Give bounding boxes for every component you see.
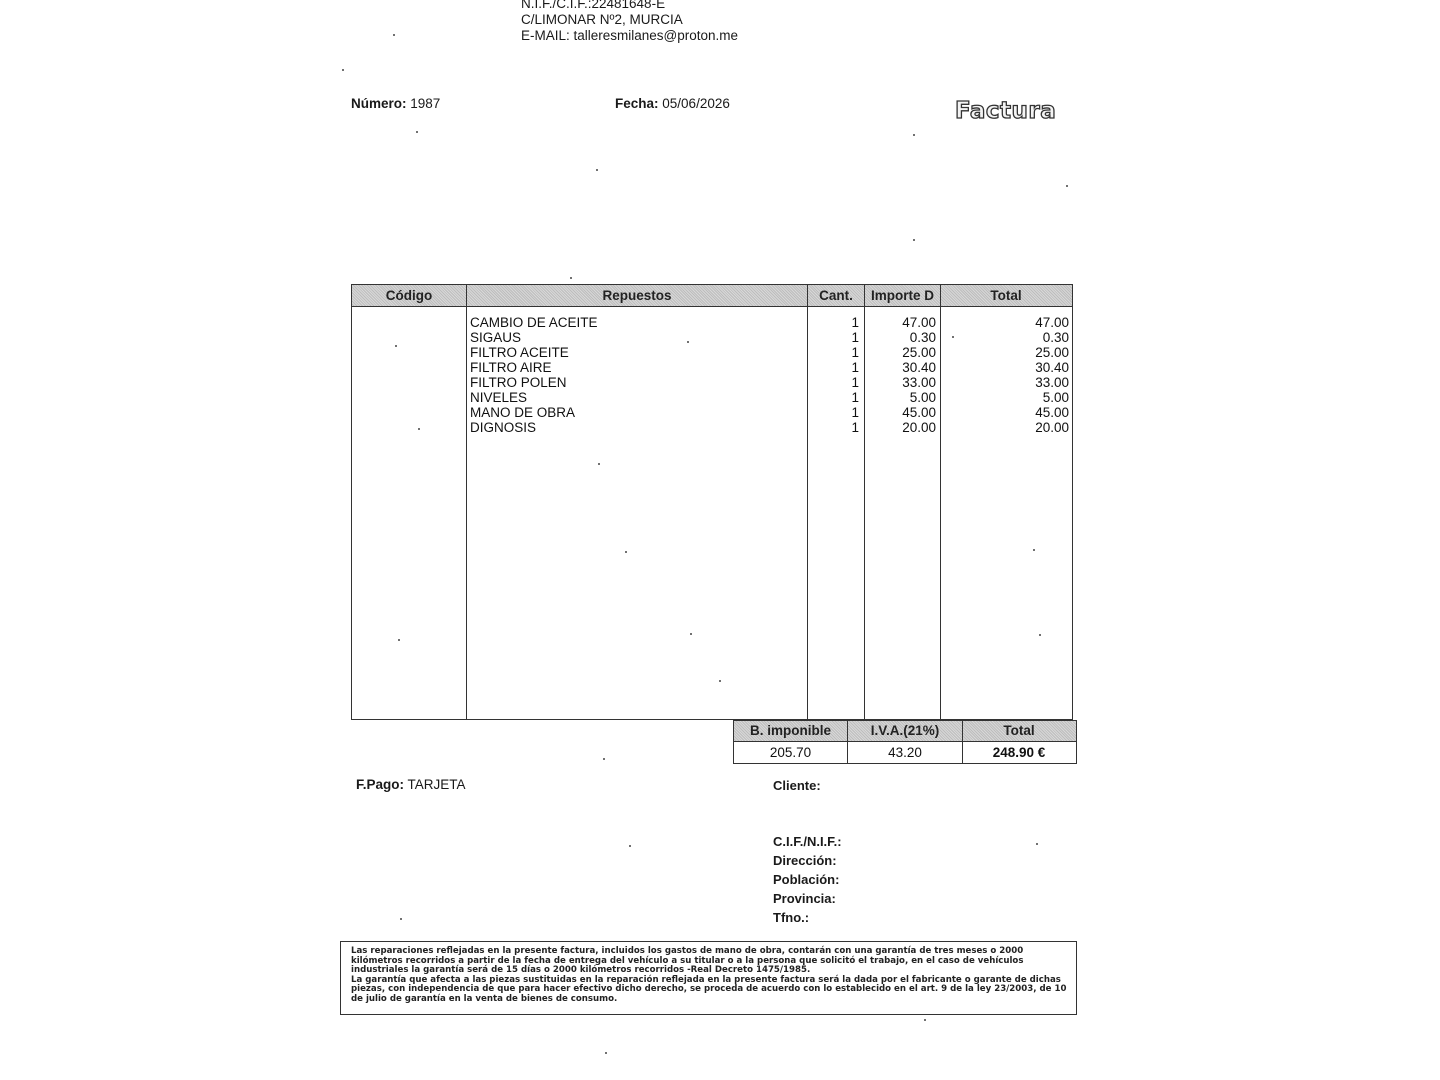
- row-description: CAMBIO DE ACEITE: [470, 315, 598, 330]
- company-address: C/LIMONAR Nº2, MURCIA: [521, 12, 683, 27]
- header-total: Total: [990, 288, 1022, 303]
- legal-paragraph-1: Las reparaciones reflejadas en la presente factura, incluidos los gastos de mano de obra, contarán con una garantía de tres meses o 2000 kilómetros recorridos a partir de la fecha de entrega del vehículo a su titular o a la persona que solicitó el trabajo, en el caso de vehículos industriales la garantía será de 15 días o 2000 kilómetros recorridos -Real Decreto 1475/1985.: [351, 946, 1024, 976]
- client-label: Cliente:: [773, 778, 821, 793]
- row-description: SIGAUS: [470, 330, 522, 345]
- client-province-label: Provincia:: [773, 891, 836, 906]
- invoice-date: [615, 96, 730, 111]
- header-importe: Importe D: [870, 288, 934, 303]
- row-total: 45.00: [1035, 405, 1069, 420]
- iva-label: I.V.A.(21%): [870, 723, 940, 738]
- client-address-label: Dirección:: [773, 853, 837, 868]
- items-table: [351, 284, 1073, 720]
- header-cant: Cant.: [819, 288, 853, 303]
- row-quantity: 1: [851, 420, 859, 435]
- row-quantity: 1: [851, 330, 859, 345]
- base-imponible-label: B. imponible: [750, 723, 831, 738]
- header-codigo: Código: [385, 288, 433, 303]
- row-description: NIVELES: [470, 390, 528, 405]
- payment-method: [356, 777, 466, 792]
- invoice-number: [351, 96, 440, 111]
- grand-total-value: 248.90 €: [992, 745, 1046, 760]
- company-nif: N.I.F./C.I.F.:22481648-E: [521, 0, 666, 11]
- client-cif-label: C.I.F./N.I.F.:: [773, 834, 842, 849]
- row-description: FILTRO ACEITE: [470, 345, 569, 360]
- row-quantity: 1: [851, 390, 859, 405]
- row-quantity: 1: [851, 405, 859, 420]
- legal-notice: [340, 941, 1077, 1015]
- base-imponible-value: 205.70: [769, 745, 812, 760]
- row-total: 47.00: [1035, 315, 1069, 330]
- client-town-label: Población:: [773, 872, 840, 887]
- table-row: [352, 360, 1072, 375]
- table-row: [352, 315, 1072, 330]
- totals-table: [733, 720, 1077, 764]
- row-unit-price: 25.00: [902, 345, 936, 360]
- row-description: DIGNOSIS: [470, 420, 537, 435]
- payment-label: F.Pago:: [356, 777, 405, 792]
- row-total: 33.00: [1035, 375, 1069, 390]
- legal-paragraph-2: La garantía que afecta a las piezas sustituidas en la reparación reflejada en la presente factura será la dada por el fabricante o garante de dichas piezas, con independencia de que para hacer efectivo dicho derecho, se proceda de acuerdo con lo establecido en el art. 9 de la ley 23/2003, de 10 de julio de garantía en la venta de bienes de consumo.: [351, 974, 1067, 1004]
- table-row: [352, 405, 1072, 420]
- row-unit-price: 0.30: [909, 330, 936, 345]
- payment-value: TARJETA: [407, 777, 466, 792]
- row-unit-price: 47.00: [902, 315, 936, 330]
- table-row: [352, 330, 1072, 345]
- row-quantity: 1: [851, 345, 859, 360]
- row-unit-price: 5.00: [909, 390, 936, 405]
- invoice-number-value: 1987: [410, 96, 441, 111]
- row-unit-price: 20.00: [902, 420, 936, 435]
- row-description: FILTRO POLEN: [470, 375, 567, 390]
- table-row: [352, 375, 1072, 390]
- table-row: [352, 345, 1072, 360]
- row-quantity: 1: [851, 375, 859, 390]
- row-quantity: 1: [851, 360, 859, 375]
- row-unit-price: 45.00: [902, 405, 936, 420]
- company-info: [521, 0, 738, 44]
- invoice-date-value: 05/06/2026: [662, 96, 730, 111]
- row-total: 5.00: [1042, 390, 1069, 405]
- grand-total-label: Total: [1003, 723, 1035, 738]
- header-repuestos: Repuestos: [602, 288, 672, 303]
- row-total: 0.30: [1042, 330, 1069, 345]
- client-phone-label: Tfno.:: [773, 910, 810, 925]
- table-row: [352, 420, 1072, 435]
- row-description: MANO DE OBRA: [470, 405, 576, 420]
- iva-value: 43.20: [888, 745, 922, 760]
- row-unit-price: 30.40: [902, 360, 936, 375]
- company-email: E-MAIL: talleresmilanes@proton.me: [521, 28, 739, 43]
- row-total: 20.00: [1035, 420, 1069, 435]
- row-quantity: 1: [851, 315, 859, 330]
- row-total: 30.40: [1035, 360, 1069, 375]
- row-unit-price: 33.00: [902, 375, 936, 390]
- invoice-number-label: Número:: [351, 96, 407, 111]
- invoice-date-label: Fecha:: [615, 96, 659, 111]
- table-row: [352, 390, 1072, 405]
- document-title: Factura: [955, 98, 1057, 124]
- row-total: 25.00: [1035, 345, 1069, 360]
- row-description: FILTRO AIRE: [470, 360, 552, 375]
